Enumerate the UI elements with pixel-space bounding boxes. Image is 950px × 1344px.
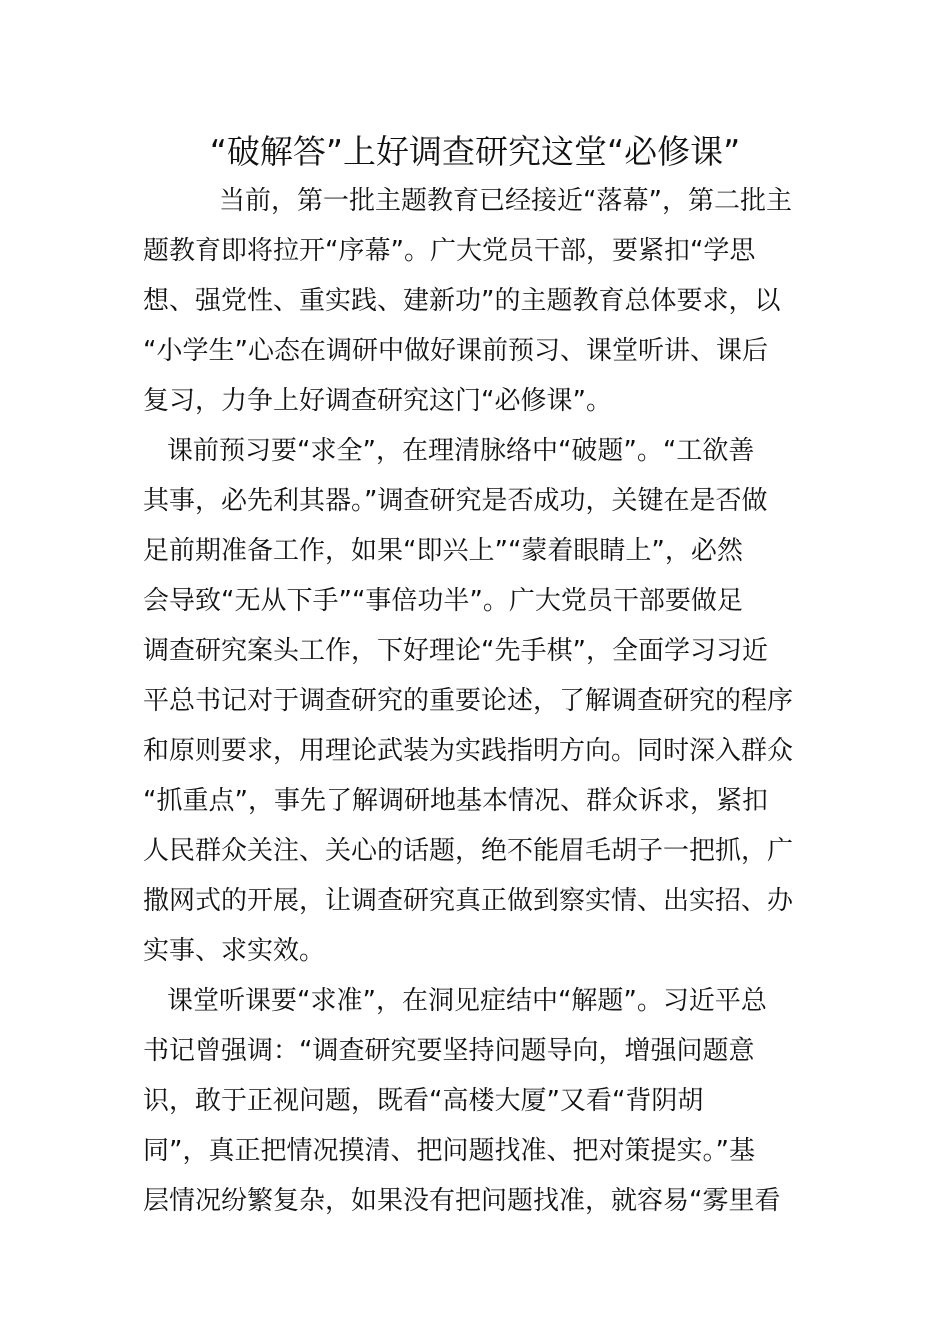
body-line: 人民群众关注、关心的话题，绝不能眉毛胡子一把抓，广	[143, 836, 794, 866]
body-line: 实事、求实效。	[143, 936, 326, 966]
body-line: 平总书记对于调查研究的重要论述，了解调查研究的程序	[143, 686, 794, 716]
body-line: 会导致“无从下手”“事倍功半”。广大党员干部要做足	[143, 586, 743, 616]
body-line: 复习，力争上好调查研究这门“必修课”。	[143, 386, 612, 416]
body-line: 足前期准备工作，如果“即兴上”“蒙着眼睛上”，必然	[143, 536, 743, 566]
body-line: 同”，真正把情况摸清、把问题找准、把对策提实。”基	[143, 1136, 755, 1166]
body-line: “小学生”心态在调研中做好课前预习、课堂听讲、课后	[143, 336, 768, 366]
body-line: 其事，必先利其器。”调查研究是否成功，关键在是否做	[143, 486, 768, 516]
body-line: 书记曾强调：“调查研究要坚持问题导向，增强问题意	[143, 1036, 755, 1066]
body-line: 调查研究案头工作，下好理论“先手棋”，全面学习习近	[143, 636, 768, 666]
body-line: 题教育即将拉开“序幕”。广大党员干部，要紧扣“学思	[143, 236, 756, 266]
body-line: 课堂听课要“求准”，在洞见症结中“解题”。习近平总	[167, 986, 767, 1016]
body-line: 撒网式的开展，让调查研究真正做到察实情、出实招、办	[143, 886, 794, 916]
body-line: “抓重点”，事先了解调研地基本情况、群众诉求，紧扣	[143, 786, 768, 816]
body-line: 课前预习要“求全”，在理清脉络中“破题”。“工欲善	[167, 436, 755, 466]
document-title: “破解答”上好调查研究这堂“必修课”	[209, 132, 741, 171]
body-line: 层情况纷繁复杂，如果没有把问题找准，就容易“雾里看	[143, 1186, 781, 1216]
body-line: 当前，第一批主题教育已经接近“落幕”，第二批主	[219, 186, 792, 216]
body-line: 想、强党性、重实践、建新功”的主题教育总体要求，以	[143, 286, 781, 316]
body-line: 和原则要求，用理论武装为实践指明方向。同时深入群众	[143, 736, 794, 766]
body-line: 识，敢于正视问题，既看“高楼大厦”又看“背阴胡	[143, 1086, 704, 1116]
document-body	[143, 176, 808, 1226]
